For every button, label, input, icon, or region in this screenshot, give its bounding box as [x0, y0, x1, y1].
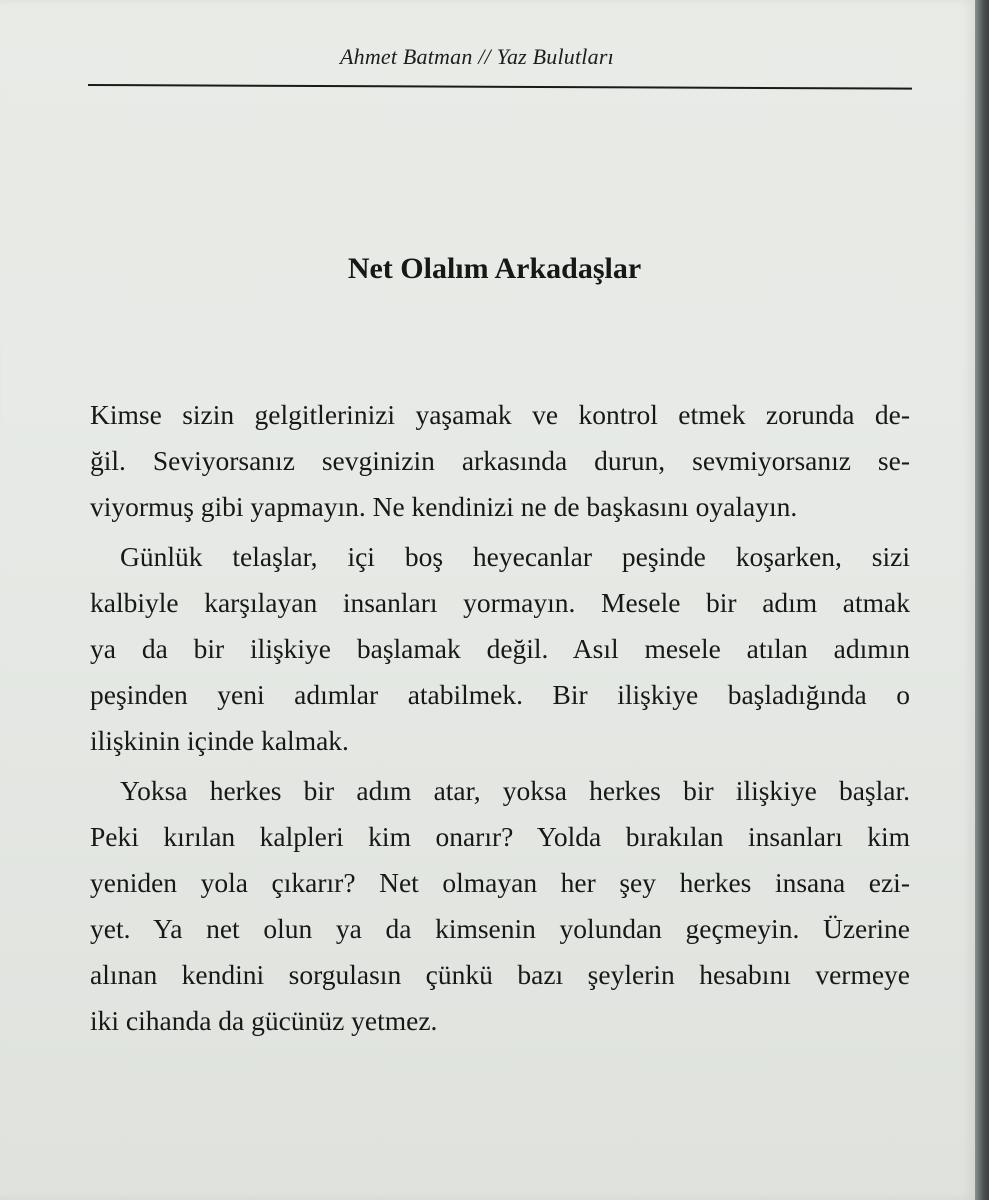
text-line: yet. Ya net olun ya da kimsenin yolundan geçmeyin. Üzerine: [90, 913, 910, 944]
text-line: yeniden yola çıkarır? Net olmayan her şey herkes insana ezi-: [90, 867, 910, 898]
text-line: ilişkinin içinde kalmak.: [90, 725, 349, 756]
chapter-title: Net Olalım Arkadaşlar: [347, 252, 642, 285]
paragraph-2: [90, 534, 910, 764]
text-line: Kimse sizin gelgitlerinizi yaşamak ve kontrol etmek zorunda de-: [90, 399, 910, 430]
text-line: Yoksa herkes bir adım atar, yoksa herkes bir ilişkiye başlar.: [120, 775, 910, 806]
header-rule: [88, 84, 912, 90]
text-line: Peki kırılan kalpleri kim onarır? Yolda bırakılan insanları kim: [90, 821, 910, 852]
text-line: Günlük telaşlar, içi boş heyecanlar peşinde koşarken, sizi: [120, 541, 910, 572]
text-line: ğil. Seviyorsanız sevginizin arkasında durun, sevmiyorsanız se-: [90, 445, 910, 476]
body-text: [90, 392, 910, 1044]
text-line: peşinden yeni adımlar atabilmek. Bir ilişkiye başladığında o: [90, 679, 910, 710]
text-line: iki cihanda da gücünüz yetmez.: [90, 1005, 438, 1036]
text-line: viyormuş gibi yapmayın. Ne kendinizi ne de başkasını oyalayın.: [90, 491, 798, 522]
paragraph-3: [90, 768, 910, 1044]
paragraph-1: [90, 392, 910, 530]
running-header: Ahmet Batman // Yaz Bulutları: [340, 44, 614, 69]
text-line: ya da bir ilişkiye başlamak değil. Asıl mesele atılan adımın: [90, 633, 910, 664]
text-line: kalbiyle karşılayan insanları yormayın. Mesele bir adım atmak: [90, 587, 910, 618]
page-edge-shadow: [975, 0, 989, 1200]
text-line: alınan kendini sorgulasın çünkü bazı şeylerin hesabını vermeye: [90, 959, 910, 990]
